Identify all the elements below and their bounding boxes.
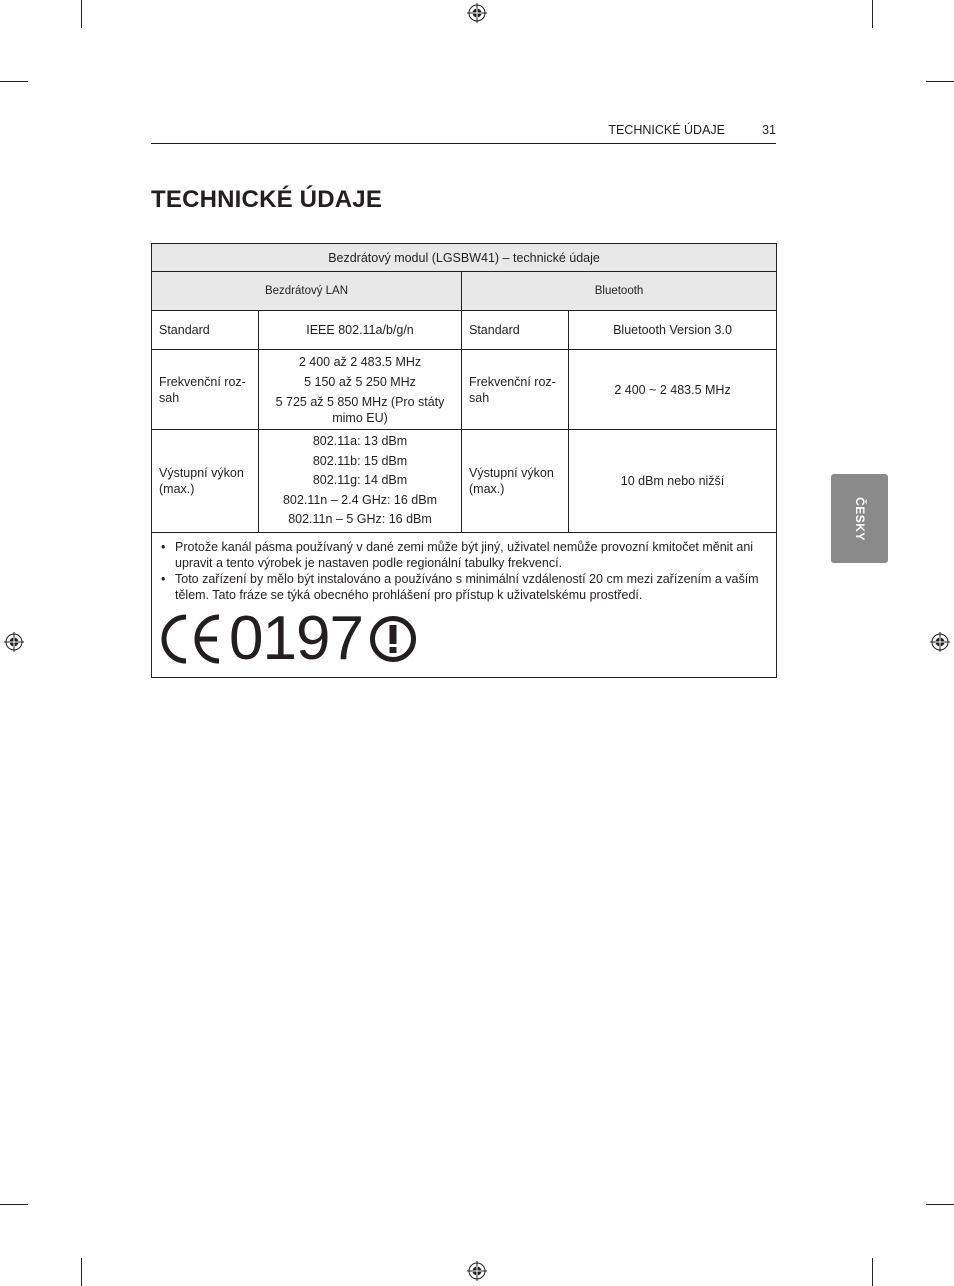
wlan-value-line: 5 150 až 5 250 MHz bbox=[304, 374, 416, 389]
registration-mark-icon bbox=[467, 3, 487, 23]
crop-mark bbox=[872, 1258, 873, 1286]
notes-cell bbox=[152, 533, 777, 678]
running-header: TECHNICKÉ ÚDAJE bbox=[608, 123, 725, 137]
bt-value: 2 400 ~ 2 483.5 MHz bbox=[569, 350, 777, 430]
alert-icon bbox=[369, 615, 417, 663]
row-label: Výstupní výkon (max.) bbox=[462, 430, 569, 533]
wlan-value bbox=[259, 350, 462, 430]
certification-marks bbox=[159, 604, 769, 673]
row-label: Standard bbox=[462, 311, 569, 350]
crop-mark bbox=[81, 0, 82, 28]
wlan-value-line: 802.11a: 13 dBm bbox=[312, 434, 408, 449]
notes-list bbox=[159, 539, 769, 603]
wlan-value-line: 2 400 až 2 483.5 MHz bbox=[298, 355, 422, 369]
crop-mark bbox=[0, 81, 28, 82]
crop-mark bbox=[81, 1258, 82, 1286]
wlan-value-line: 802.11b: 15 dBm bbox=[312, 453, 408, 468]
crop-mark bbox=[926, 81, 954, 82]
crop-mark bbox=[0, 1204, 28, 1205]
table-caption-row bbox=[152, 244, 777, 272]
row-label: Standard bbox=[152, 311, 259, 350]
language-tab bbox=[831, 474, 888, 563]
table-row bbox=[152, 311, 777, 350]
note-item: • Toto zařízení by mělo být instalováno a používáno s minimální vzdáleností 20 cm mezi zařízením a vaším tělem. Tato fráze se týká obecného prohlášení pro přístup k uživatelskému prostředí. bbox=[159, 571, 769, 603]
wlan-value-line: 802.11g: 14 dBm bbox=[312, 473, 408, 488]
table-header-row bbox=[152, 272, 777, 311]
table-caption: Bezdrátový modul (LGSBW41) – technické údaje bbox=[152, 244, 777, 272]
table-row bbox=[152, 350, 777, 430]
notes-row bbox=[152, 533, 777, 678]
registration-mark-icon bbox=[4, 632, 24, 652]
table-row bbox=[152, 430, 777, 533]
row-label: Frekvenční roz-sah bbox=[152, 350, 259, 430]
language-tab-label: ČESKY bbox=[852, 496, 867, 541]
row-label: Výstupní výkon (max.) bbox=[152, 430, 259, 533]
note-item: • Protože kanál pásma používaný v dané zemi může být jiný, uživatel nemůže provozní kmitočet měnit ani upravit a tento výrobek je nastaven podle regionální tabulky frekvencí. bbox=[159, 539, 769, 571]
wlan-value-line: 5 725 až 5 850 MHz (Pro státy mimo EU) bbox=[275, 395, 445, 425]
wlan-value bbox=[259, 430, 462, 533]
column-header-bluetooth: Bluetooth bbox=[462, 272, 777, 311]
header-divider bbox=[151, 143, 776, 144]
wlan-value-line: 802.11n – 5 GHz: 16 dBm bbox=[288, 512, 432, 527]
crop-mark bbox=[926, 1204, 954, 1205]
registration-mark-icon bbox=[930, 632, 950, 652]
bt-value: Bluetooth Version 3.0 bbox=[569, 311, 777, 350]
column-header-wlan: Bezdrátový LAN bbox=[152, 272, 462, 311]
page-number: 31 bbox=[762, 123, 776, 137]
wlan-value-line: 802.11n – 2.4 GHz: 16 dBm bbox=[282, 492, 438, 507]
row-label: Frekvenční roz-sah bbox=[462, 350, 569, 430]
spec-table bbox=[151, 243, 777, 678]
notified-body-number: 0197 bbox=[229, 604, 363, 673]
crop-mark bbox=[872, 0, 873, 28]
registration-mark-icon bbox=[467, 1261, 487, 1281]
page-title: TECHNICKÉ ÚDAJE bbox=[151, 186, 383, 213]
bt-value: 10 dBm nebo nižší bbox=[569, 430, 777, 533]
ce-mark-icon bbox=[159, 613, 223, 665]
wlan-value: IEEE 802.11a/b/g/n bbox=[259, 311, 462, 350]
